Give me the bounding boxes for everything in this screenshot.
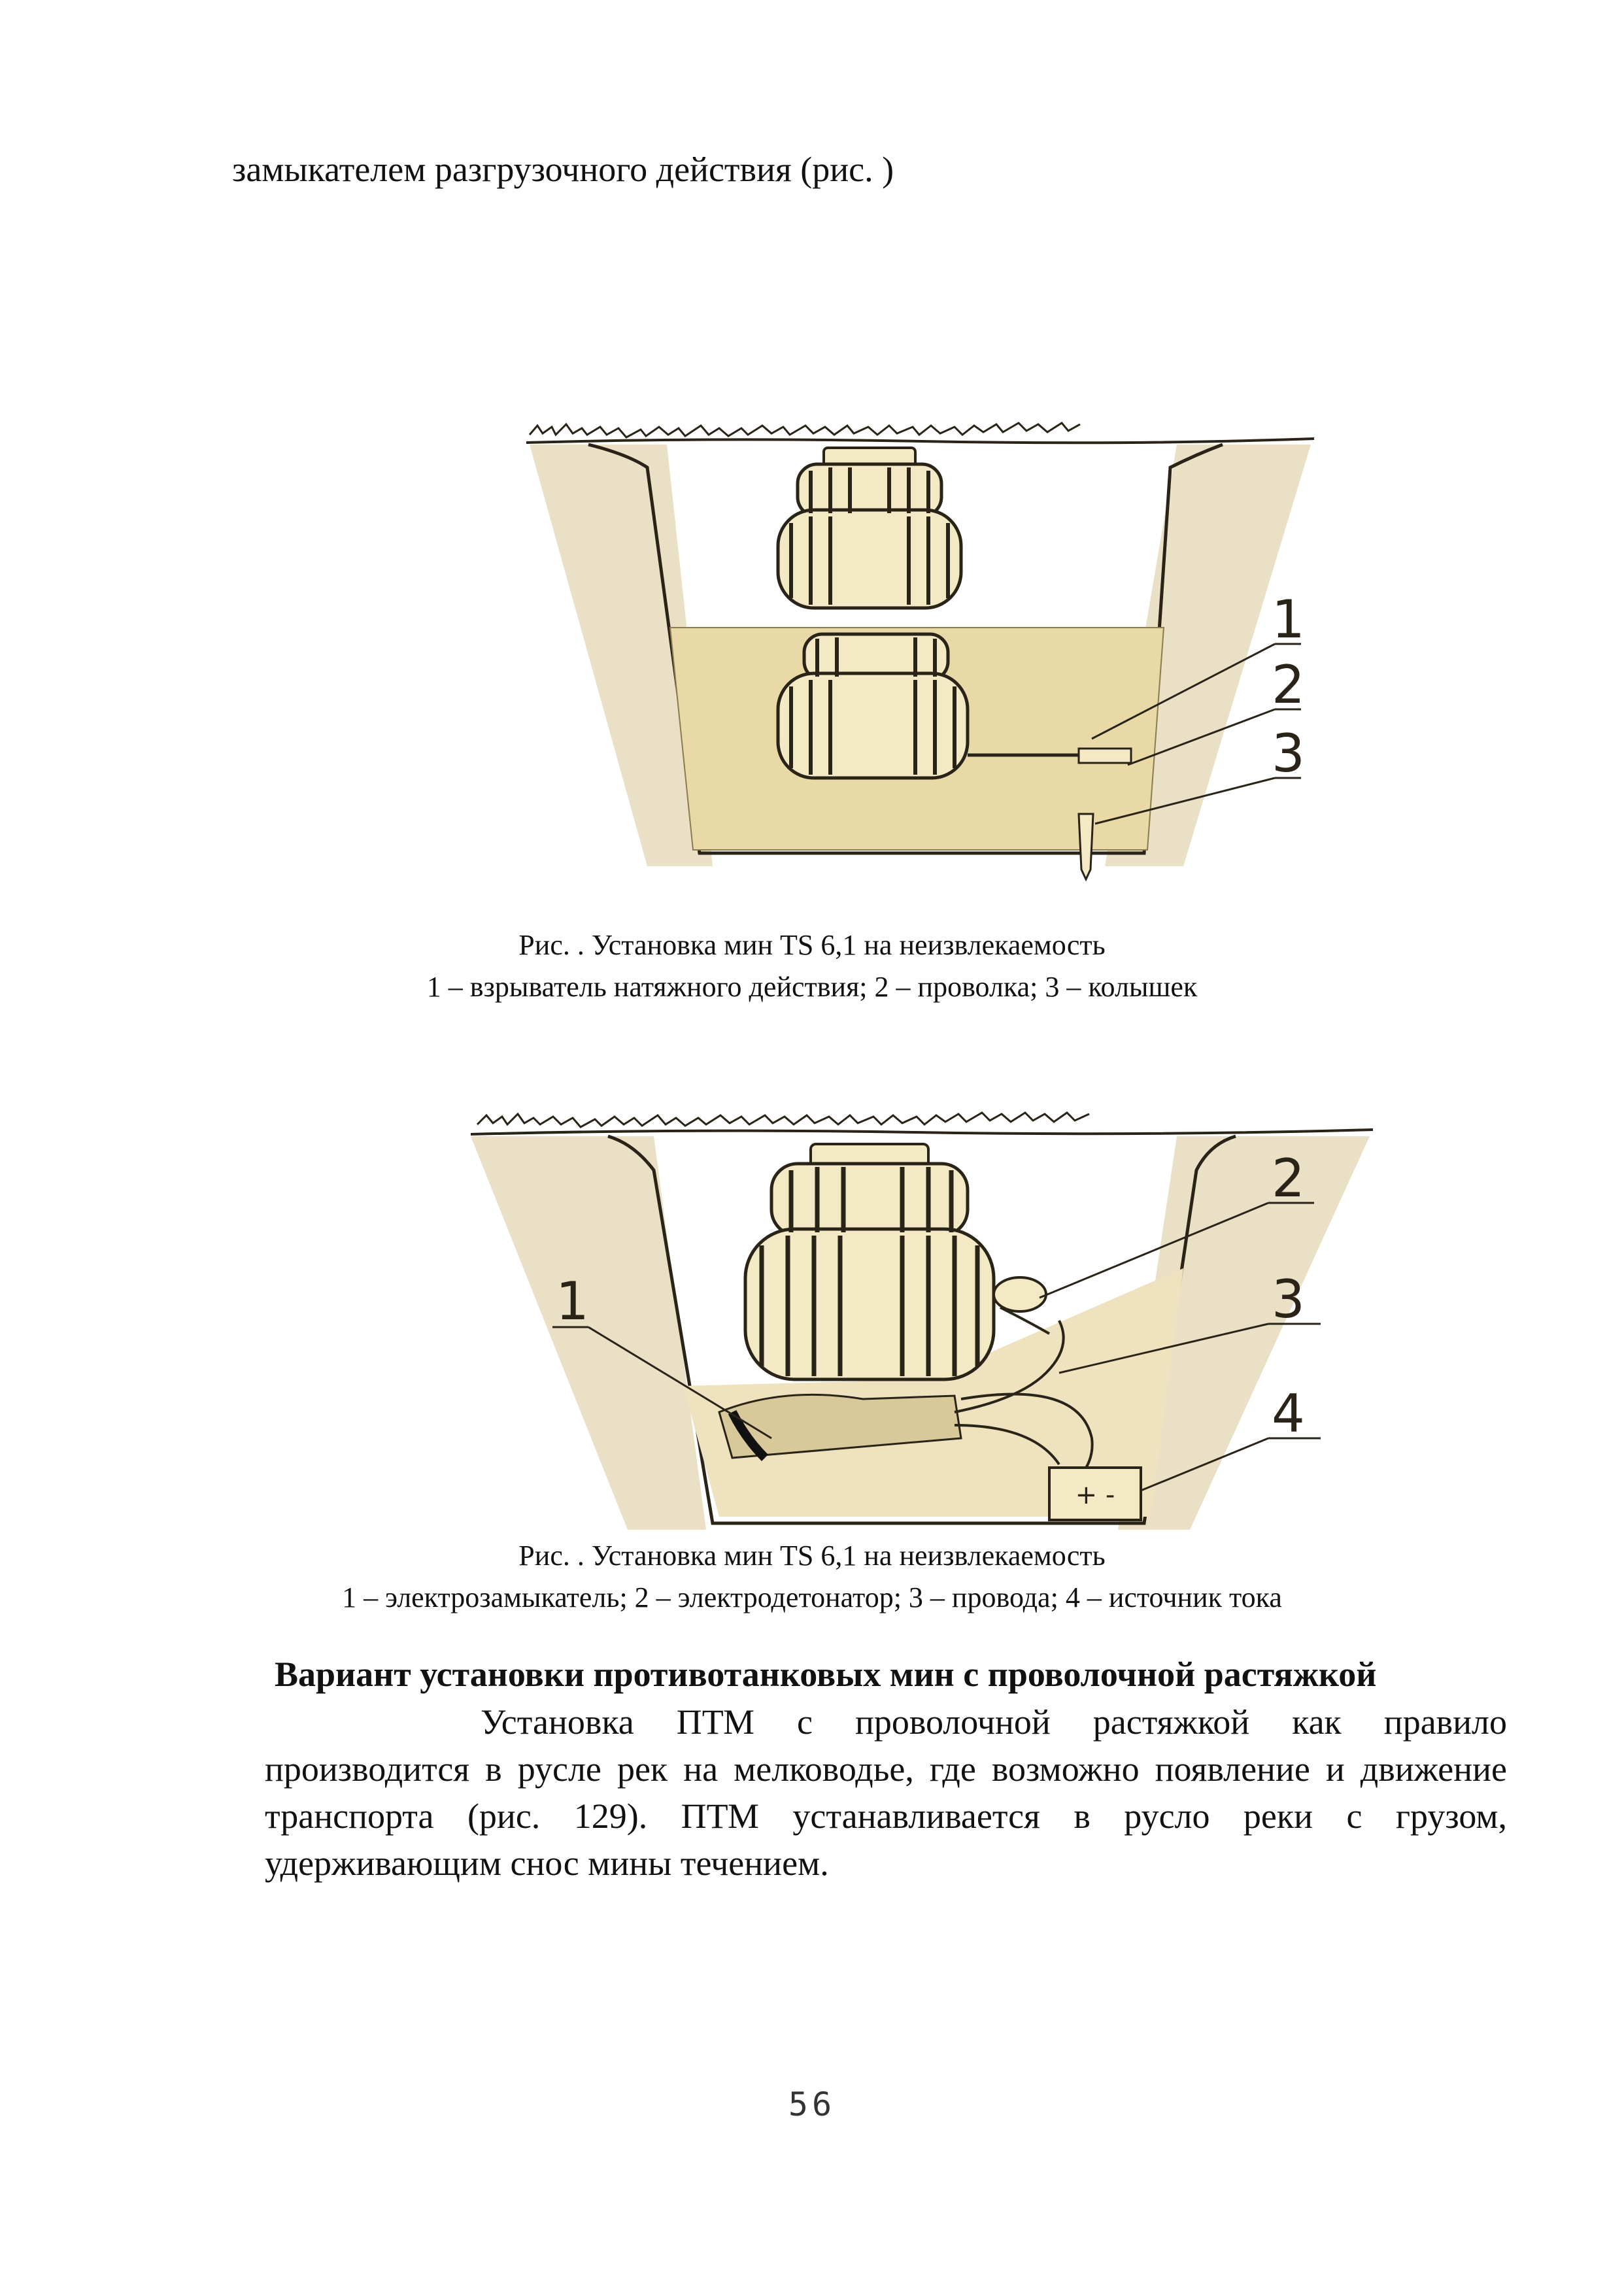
figure-1-caption-legend: 1 – взрыватель натяжного действия; 2 – проволка; 3 – колышек bbox=[426, 971, 1198, 1003]
callout-2: 2 bbox=[1272, 1148, 1305, 1209]
intro-text-line: замыкателем разгрузочного действия (рис. ) bbox=[232, 150, 894, 189]
battery-label: + - bbox=[1075, 1480, 1115, 1510]
figure-2-illustration bbox=[458, 1072, 1379, 1543]
detonator bbox=[994, 1277, 1049, 1334]
figure-2-caption-legend: 1 – электрозамыкатель; 2 – электродетонатор; 3 – провода; 4 – источник тока bbox=[342, 1581, 1282, 1613]
callout-4: 4 bbox=[1272, 1383, 1305, 1444]
mine bbox=[745, 1144, 994, 1379]
figure-1-illustration bbox=[516, 382, 1327, 886]
ground-surface bbox=[526, 423, 1314, 443]
section-heading: Вариант установки противотанковых мин с проволочной растяжкой bbox=[275, 1655, 1377, 1694]
figure-1-caption-title: Рис. . Установка мин TS 6,1 на неизвлекаемость bbox=[518, 929, 1106, 961]
paragraph-text: Установка ПТМ с проволочной растяжкой как правило производится в русле рек на мелководье, где возможно появление и движение транспорта (рис. 129). ПТМ устанавливается в русло реки с грузом, удерживающим снос мины течением. bbox=[265, 1702, 1507, 1883]
callout-1: 1 bbox=[556, 1271, 589, 1332]
mine-upper bbox=[778, 448, 961, 608]
ground-surface bbox=[471, 1113, 1373, 1134]
body-paragraph bbox=[265, 1698, 1507, 1887]
figure-2-caption-title: Рис. . Установка мин TS 6,1 на неизвлекаемость bbox=[518, 1540, 1106, 1572]
page-number: 56 bbox=[788, 2085, 836, 2123]
mine-lower bbox=[778, 634, 968, 778]
callout-3: 3 bbox=[1272, 723, 1305, 784]
callout-2: 2 bbox=[1272, 654, 1305, 715]
callout-3: 3 bbox=[1272, 1269, 1305, 1330]
battery bbox=[1049, 1468, 1141, 1520]
callout-1: 1 bbox=[1272, 589, 1305, 650]
